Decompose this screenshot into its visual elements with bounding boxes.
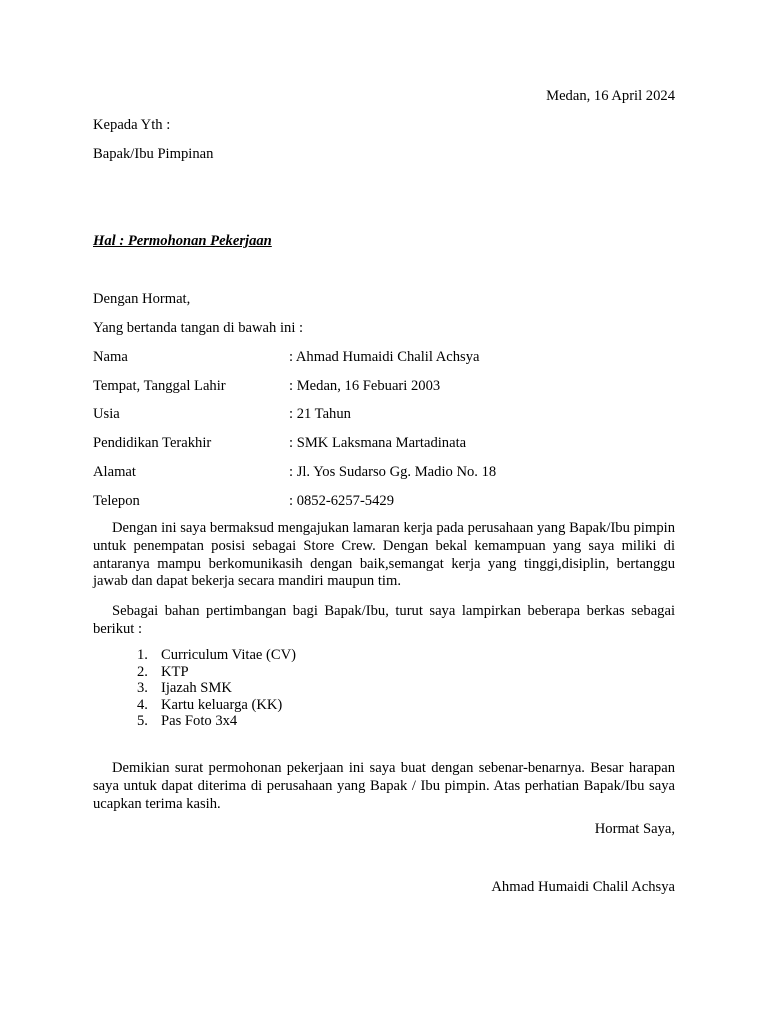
list-number: 5.	[137, 713, 148, 730]
field-row-birth	[93, 378, 683, 396]
list-item	[129, 680, 296, 697]
list-text: Pas Foto 3x4	[161, 713, 238, 730]
field-label: Nama	[93, 349, 128, 365]
field-label: Tempat, Tanggal Lahir	[93, 378, 226, 394]
list-number: 4.	[137, 696, 148, 713]
field-label: Pendidikan Terakhir	[93, 435, 212, 451]
list-text: KTP	[161, 663, 189, 680]
letter-date: Medan, 16 April 2024	[546, 88, 675, 104]
field-value: : 0852-6257-5429	[289, 493, 394, 509]
field-value: : Medan, 16 Febuari 2003	[289, 378, 441, 394]
field-row-address	[93, 464, 683, 482]
greeting: Dengan Hormat,	[93, 291, 191, 307]
closing-salutation: Hormat Saya,	[594, 821, 675, 837]
list-number: 2.	[137, 663, 148, 680]
field-value: : SMK Laksmana Martadinata	[289, 435, 467, 451]
addressee-line: Kepada Yth :	[93, 117, 171, 133]
field-row-age	[93, 406, 683, 424]
list-item	[129, 664, 296, 681]
list-text: Curriculum Vitae (CV)	[161, 647, 297, 663]
field-value: : Jl. Yos Sudarso Gg. Madio No. 18	[289, 464, 497, 480]
list-text: Kartu keluarga (KK)	[161, 696, 283, 713]
field-value: : 21 Tahun	[289, 406, 351, 422]
recipient: Bapak/Ibu Pimpinan	[93, 146, 214, 162]
letter-subject: Hal : Permohonan Pekerjaan	[93, 233, 272, 249]
list-number: 3.	[137, 680, 148, 697]
list-item	[129, 647, 296, 664]
attachment-list	[129, 647, 296, 730]
body-paragraph-application: Dengan ini saya bermaksud mengajukan lamaran kerja pada perusahaan yang Bapak/Ibu pimpin untuk penempatan posisi sebagai Store Crew. Dengan bekal kemampuan yang saya miliki di antaranya mampu berkomunikasih dengan baik,semangat kerja yang tinggi,disiplin, bertanggu jawab dan dapat bekerja secara mandiri maupun tim.	[93, 520, 675, 590]
field-label: Usia	[93, 406, 120, 422]
body-paragraph-attachments-intro: Sebagai bahan pertimbangan bagi Bapak/Ibu, turut saya lampirkan beberapa berkas sebagai berikut :	[93, 603, 675, 637]
list-item	[129, 697, 296, 714]
list-text: Ijazah SMK	[161, 680, 232, 697]
list-number: 1.	[137, 647, 148, 663]
field-label: Telepon	[93, 493, 140, 509]
field-label: Alamat	[93, 464, 136, 480]
body-paragraph-closing: Demikian surat permohonan pekerjaan ini saya buat dengan sebenar-benarnya. Besar harapan saya untuk dapat diterima di perusahaan yang Bapak / Ibu pimpin. Atas perhatian Bapak/Ibu saya ucapkan terima kasih.	[93, 760, 675, 812]
field-row-education	[93, 435, 683, 453]
signer-name: Ahmad Humaidi Chalil Achsya	[491, 879, 675, 895]
intro-line: Yang bertanda tangan di bawah ini :	[93, 320, 304, 336]
field-row-phone	[93, 493, 683, 511]
list-item	[129, 713, 296, 730]
field-row-name	[93, 349, 683, 367]
field-value: : Ahmad Humaidi Chalil Achsya	[289, 349, 480, 365]
